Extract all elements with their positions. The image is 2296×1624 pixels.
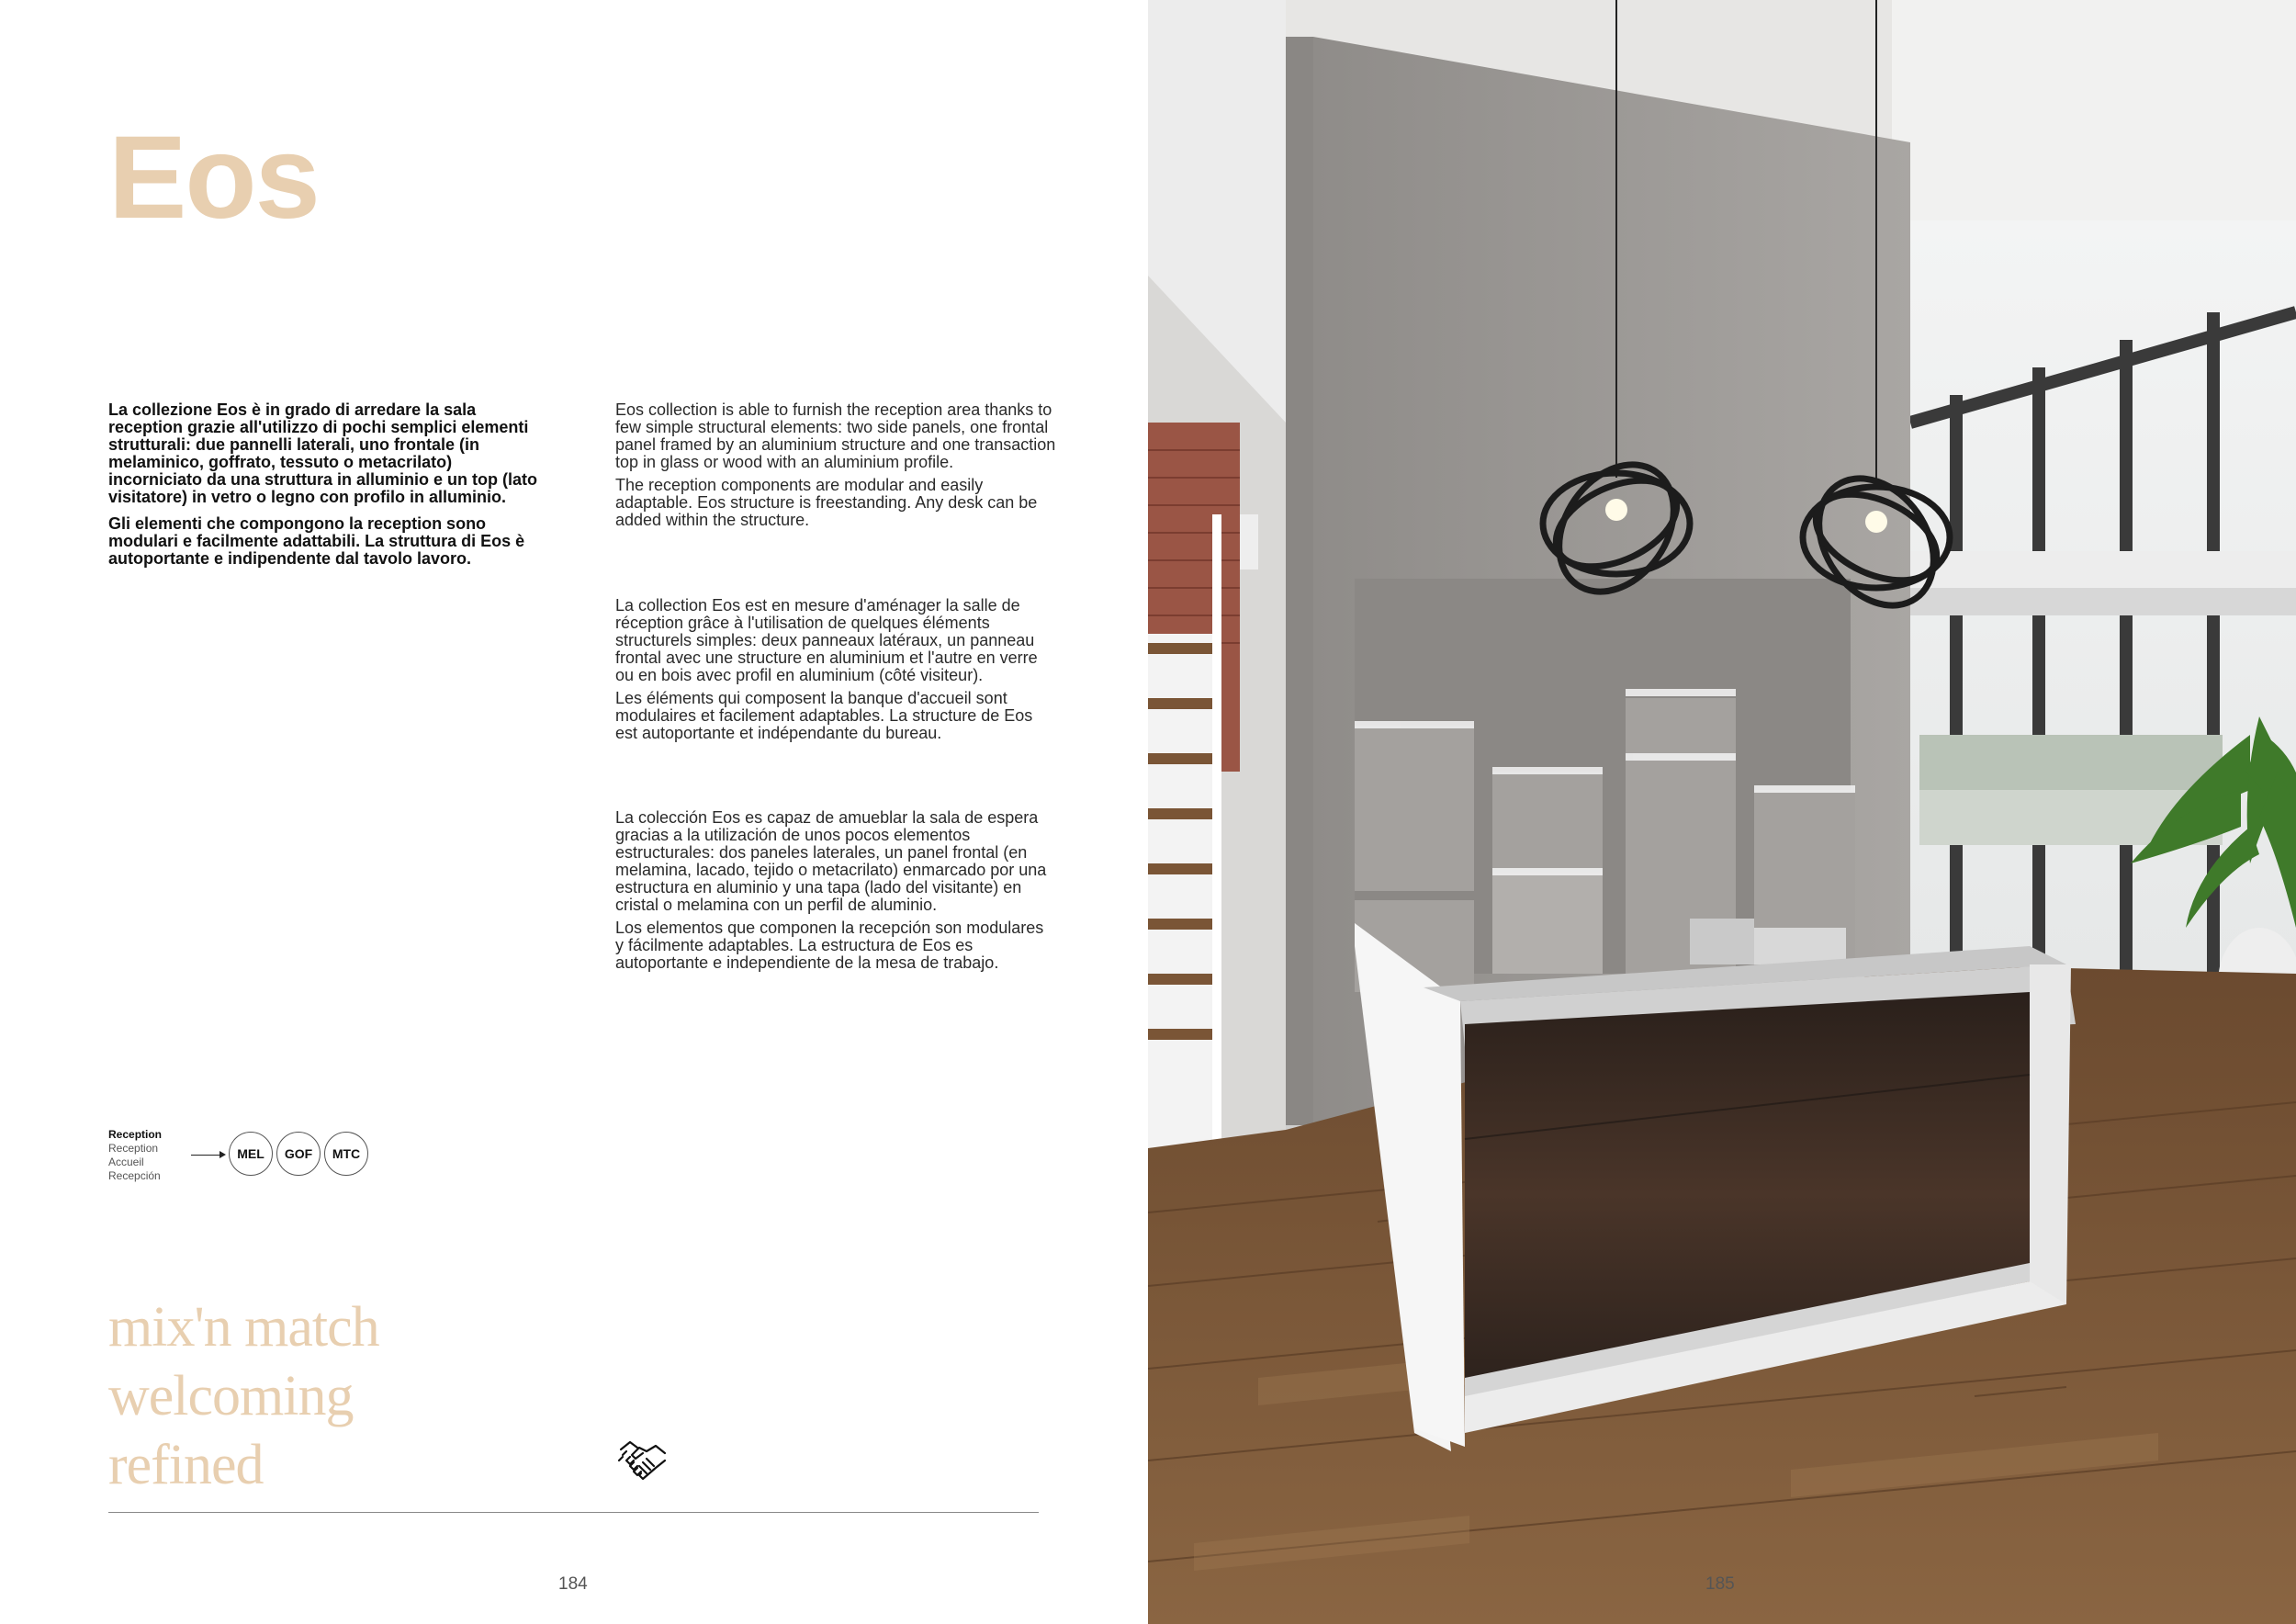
finish-badge-mel[interactable]: MEL (229, 1132, 273, 1176)
intro-it-paragraph: La collezione Eos è in grado di arredare la sala reception grazie all'utilizzo di pochi semplici elementi strutturali: due pannelli laterali, uno frontale (in melaminico, goffrato, tessuto o metacrilato) incorniciato da una struttura in alluminio e un top (lato visitatore) in vetro o legno con profilo in alluminio. (108, 400, 538, 506)
tagline-line: refined (108, 1434, 264, 1496)
finish-label-it: Reception (108, 1128, 163, 1141)
intro-it-paragraph: Gli elementi che compongono la reception sono modulari e facilmente adattabili. La struttura di Eos è autoportante e indipendente dal tavolo lavoro. (108, 514, 525, 568)
arrow-right-icon (191, 1155, 224, 1156)
intro-english (615, 401, 1056, 535)
intro-fr-paragraph: Les éléments qui composent la banque d'accueil sont modulaires et facilement adaptables. La structure de Eos est autoportante et indépendante du bureau. (615, 689, 1033, 742)
finish-badges (229, 1132, 368, 1176)
tagline-line: welcoming (108, 1365, 354, 1427)
page-number-left: 184 (558, 1574, 588, 1594)
tagline (108, 1293, 379, 1500)
intro-italian (108, 401, 540, 577)
finish-labels (108, 1128, 162, 1183)
finish-label-es: Recepción (108, 1169, 161, 1182)
intro-es-paragraph: Los elementos que componen la recepción son modulares y fácilmente adaptables. La estructura de Eos es autoportante e independiente de la mesa de trabajo. (615, 919, 1044, 972)
intro-spanish (615, 809, 1056, 977)
page-number-right: 185 (1705, 1574, 1735, 1594)
handshake-icon (617, 1433, 669, 1484)
page-title: Eos (108, 112, 319, 243)
intro-en-paragraph: Eos collection is able to furnish the reception area thanks to few simple structural elements: two side panels, one frontal panel framed by an aluminium structure and one transaction top in glass or wood with an aluminium profile. (615, 400, 1056, 471)
footer-rule (108, 1512, 1039, 1513)
finish-badge-mtc[interactable]: MTC (324, 1132, 368, 1176)
finish-label-fr: Accueil (108, 1156, 144, 1168)
tagline-line: mix'n match (108, 1296, 379, 1359)
intro-french (615, 597, 1056, 748)
right-page (1148, 0, 2296, 1624)
intro-es-paragraph: La colección Eos es capaz de amueblar la sala de espera gracias a la utilización de unos pocos elementos estructurales: dos paneles laterales, un panel frontal (en melamina, lacado, tejido o metacrilato) enmarcado por una estructura en aluminio y una tapa (lado del visitante) en cristal o melamina con un perfil de aluminio. (615, 808, 1047, 914)
intro-fr-paragraph: La collection Eos est en mesure d'aménager la salle de réception grâce à l'utilisation de quelques éléments structurels simples: deux panneaux latéraux, un panneau frontal avec une structure en aluminium et l'autre en verre ou en bois avec profil en aluminium (côté visiteur). (615, 596, 1038, 684)
reception-desk-photo (1148, 0, 2296, 1624)
finish-badge-gof[interactable]: GOF (276, 1132, 321, 1176)
intro-en-paragraph: The reception components are modular and easily adaptable. Eos structure is freestanding. Any desk can be added within the structure. (615, 476, 1038, 529)
finish-label-en: Reception (108, 1142, 159, 1155)
